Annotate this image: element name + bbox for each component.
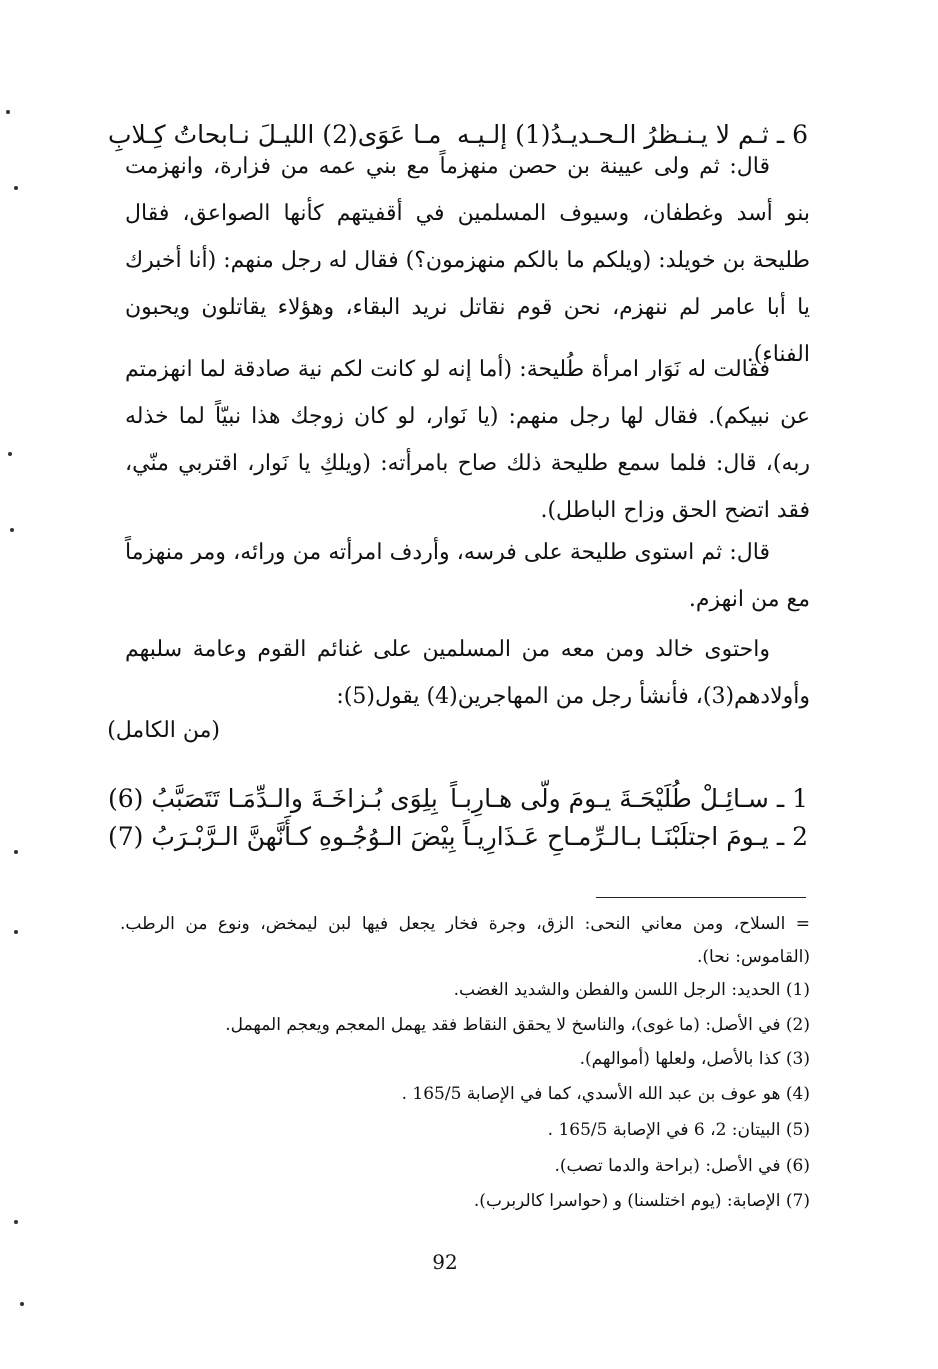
verse-hemistich-first: 2 ـ يـومَ اجتلَبْنَـا بـالـرِّمـاحِ عَـذَارِيـاً (462, 821, 808, 851)
scan-speck (14, 850, 18, 854)
scan-speck (6, 110, 10, 114)
scan-speck (14, 1220, 18, 1224)
scan-speck (14, 186, 18, 190)
scan-speck (10, 528, 14, 532)
page-number: 92 (432, 1250, 458, 1274)
paragraph-3: قال: ثم استوى طليحة على فرسه، وأردف امرأته من ورائه، ومر منهزماً مع من انهزم. (125, 540, 810, 612)
footnote-4: (4) هو عوف بن عبد الله الأسدي، كما في الإصابة 165/5 . (401, 1084, 810, 1104)
footnote-separator (596, 897, 806, 898)
footnote-6: (6) في الأصل: (براحة والدما تصب). (554, 1156, 810, 1176)
footnote-5: (5) البيتان: 2، 6 في الإصابة 165/5 . (547, 1120, 810, 1140)
verse-hemistich-second: مـا عَوَى(2) الليـلَ نـابحاتُ كِـلابِ (108, 119, 442, 149)
paragraph-4: واحتوى خالد ومن معه من المسلمين على غنائم القوم وعامة سلبهم وأولادهم(3)، فأنشأ رجل من المهاجرين(4) يقول(5): (125, 637, 810, 709)
paragraph-2: فقالت له نَوَار امرأة طُليحة: (أما إنه لو كانت لكم نية صادقة لما انهزمتم عن نبيكم). فقال لها رجل منهم: (يا نَوار، لو كان زوجك هذا نبيّاً لما خذله ربه)، قال: فلما سمع طليحة ذلك صاح بامرأته: (ويلكِ يا نَوار، اقتربي منّي، فقد اتضح الحق وزاح الباطل). (125, 357, 810, 523)
scan-speck (20, 1302, 24, 1306)
footnote-3: (3) كذا بالأصل، ولعلها (أموالهم). (579, 1049, 810, 1069)
footnote-continuation: = السلاح، ومن معاني النحى: الزق، وجرة فخار يجعل فيها لبن ليمخض، ونوع من الرطب. (القاموس: نحا). (120, 914, 810, 967)
scan-speck (14, 930, 18, 934)
footnote-7: (7) الإصابة: (يوم اختلسنا) و (حواسرا كالربرب). (473, 1191, 810, 1211)
scan-speck (8, 452, 12, 456)
verse-hemistich-first: 6 ـ ثـم لا يـنـظرُ الـحـديـدُ(1) إلـيـه (457, 119, 808, 149)
verse-hemistich-second: بِلِوَى بُـزاخَـةَ والـدِّمَـا تَتَصَبَّبُ (6) (108, 783, 438, 813)
footnote-1: (1) الحديد: الرجل اللسن والفطن والشديد الغضب. (453, 980, 810, 1000)
poem-line-2 (108, 816, 808, 856)
verse-hemistich-second: بِيْضَ الـوُجُـوهِ كـأَنَّهنَّ الـرَّبْـرَبُ (7) (108, 821, 456, 851)
verse-hemistich-first: 1 ـ سـائِـلْ طُلَيْحَـةَ يـومَ ولّى هـارِبـاً (450, 783, 808, 813)
poem-line-1 (108, 778, 808, 818)
meter-label: (من الكامل) (107, 718, 220, 743)
footnote-2: (2) في الأصل: (ما غوى)، والناسخ لا يحقق النقاط فقد يهمل المعجم ويعجم المهمل. (225, 1015, 810, 1035)
paragraph-1: قال: ثم ولى عيينة بن حصن منهزماً مع بني عمه من فزارة، وانهزمت بنو أسد وغطفان، وسيوف المسلمين في أقفيتهم كأنها الصواعق، فقال طليحة بن خويلد: (ويلكم ما بالكم منهزمون؟) فقال له رجل منهم: (أنا أخبرك يا أبا عامر لم ننهزم، نحن قوم نقاتل نريد البقاء، وهؤلاء يقاتلون ويحبون الفناء). (125, 154, 810, 367)
